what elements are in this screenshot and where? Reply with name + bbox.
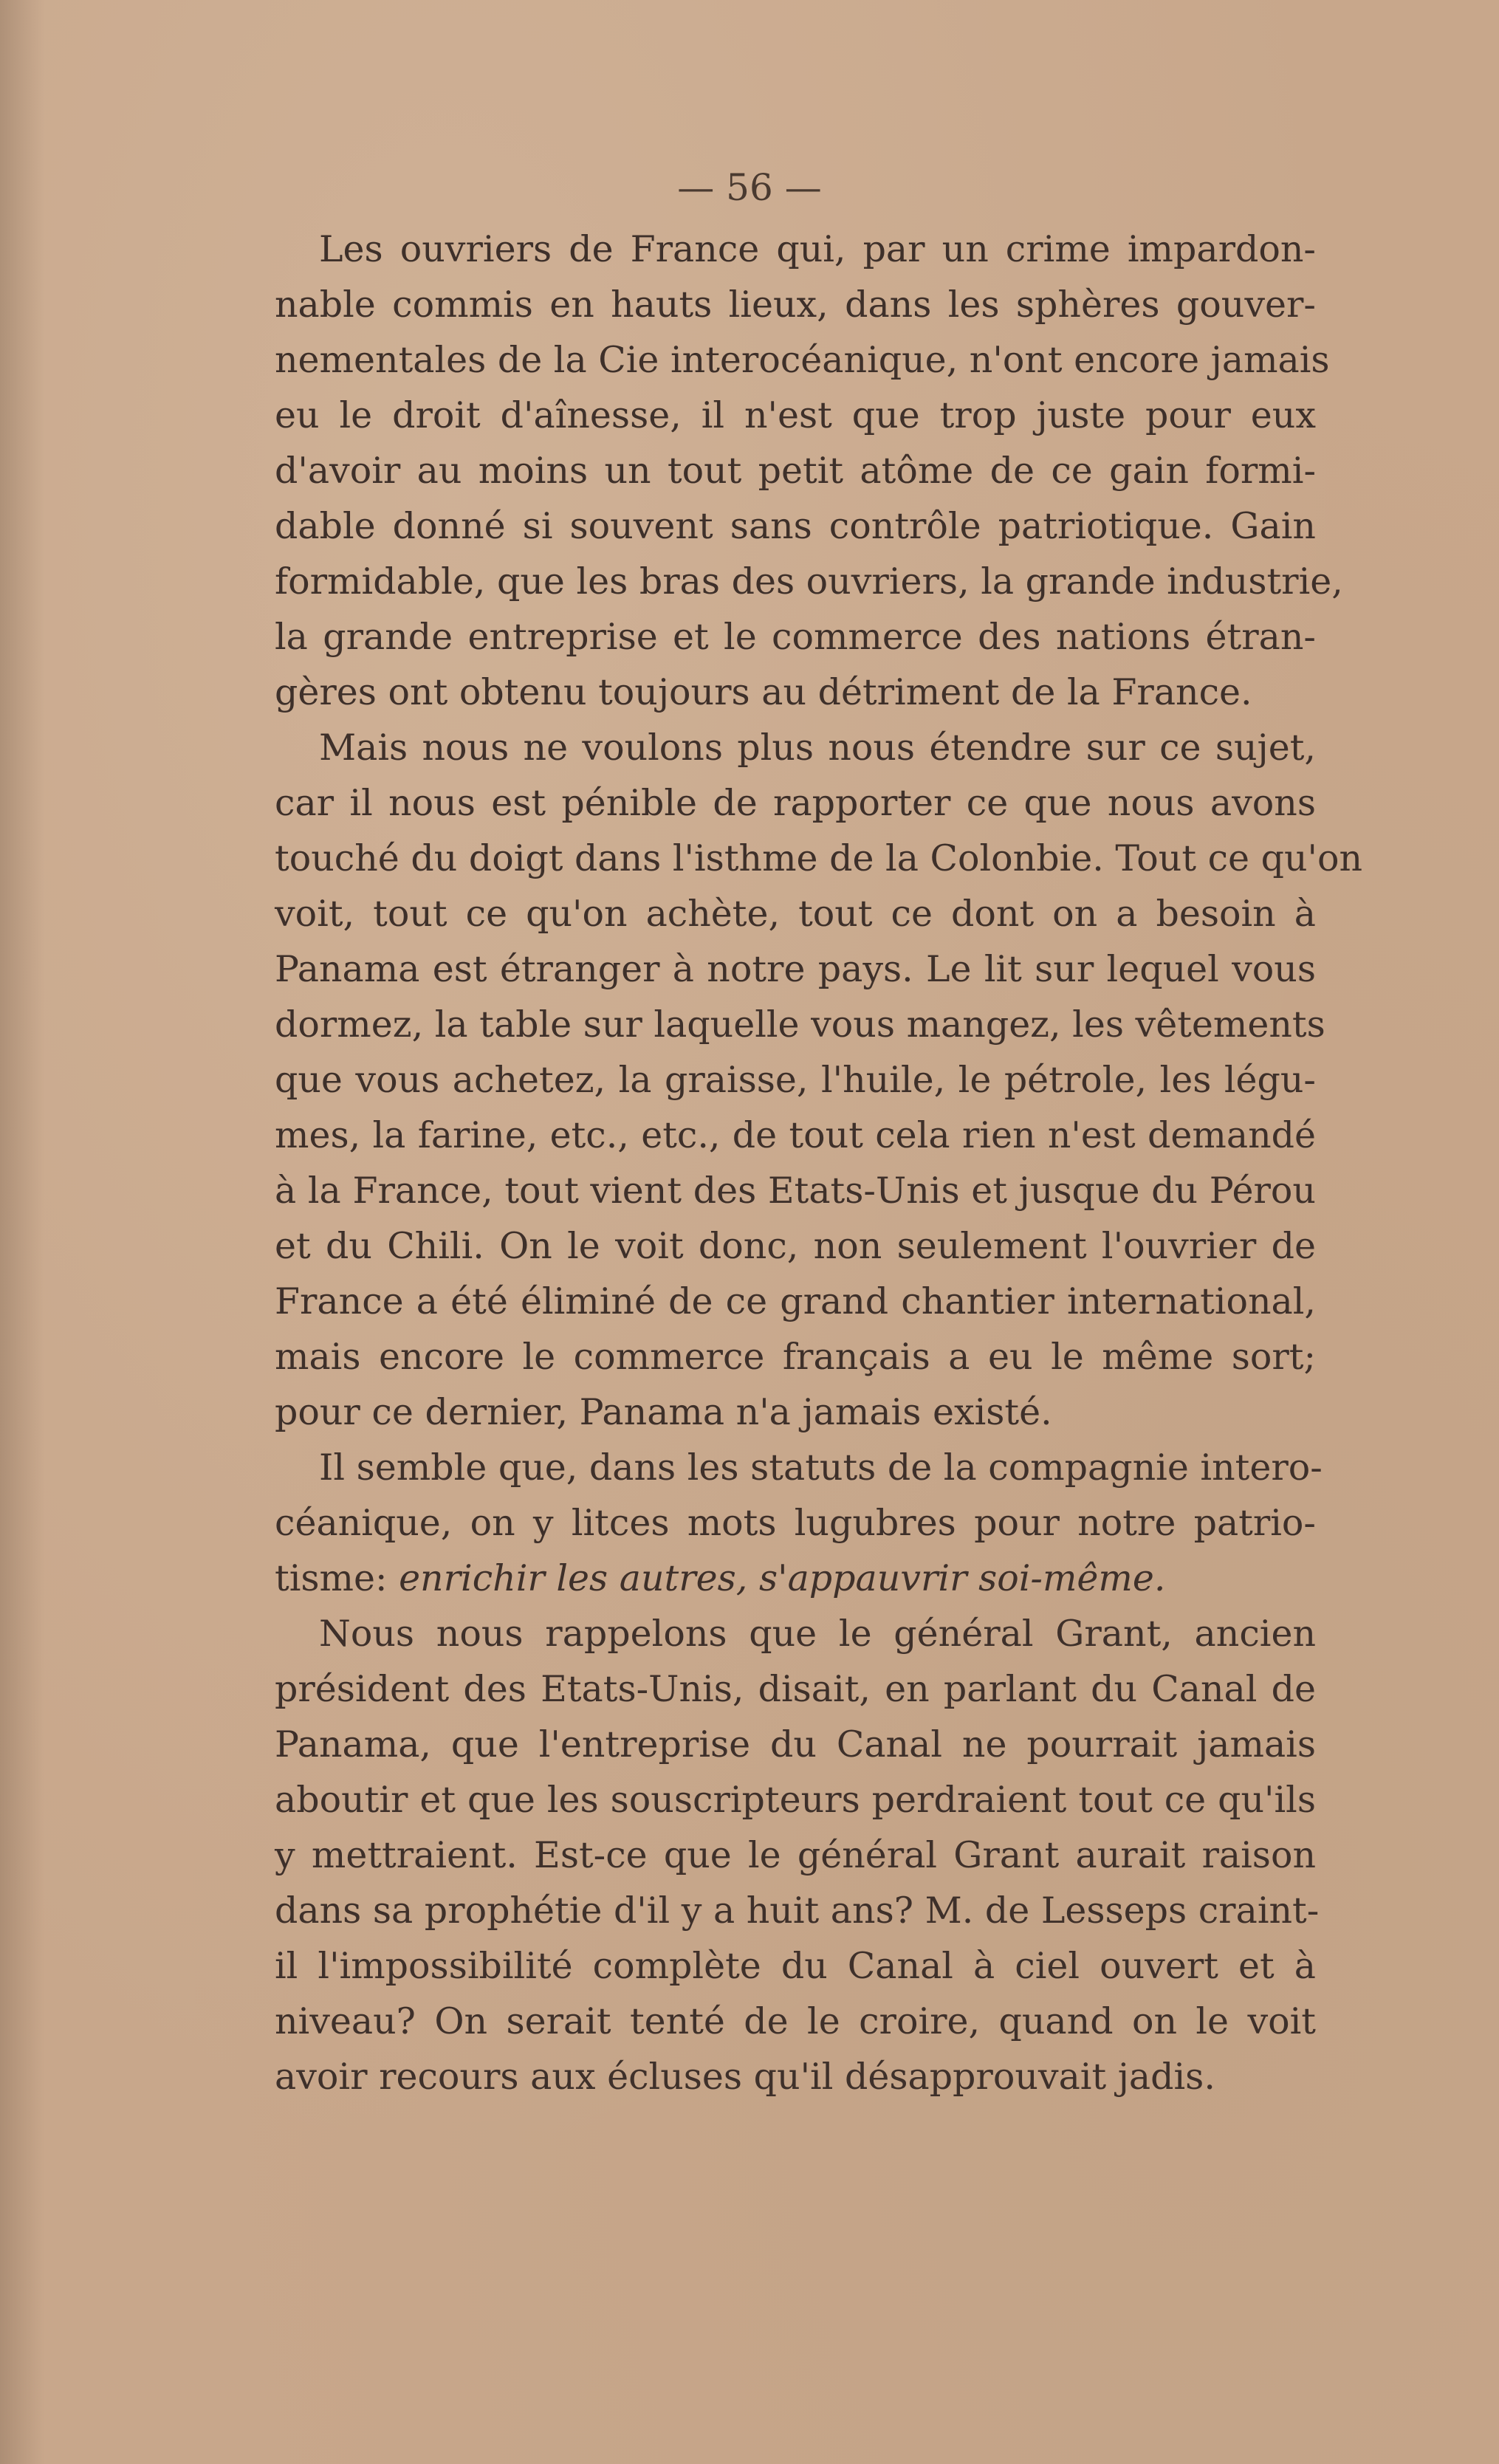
text-line: France a été éliminé de ce grand chantier international, [275,1280,1316,1322]
text-line: président des Etats-Unis, disait, en parlant du Canal de [275,1668,1316,1710]
text-line: Il semble que, dans les statuts de la compagnie intero- [319,1447,1323,1489]
text-line: que vous achetez, la graisse, l'huile, le pétrole, les légu- [275,1059,1316,1101]
text-line: d'avoir au moins un tout petit atôme de ce gain formi- [275,450,1316,492]
text-line: touché du doigt dans l'isthme de la Colonbie. Tout ce qu'on [275,837,1363,879]
text-line: dans sa prophétie d'il y a huit ans? M. de Lesseps craint- [275,1890,1320,1932]
text-line: avoir recours aux écluses qu'il désapprouvait jadis. [275,2056,1215,2098]
text-line: Nous nous rappelons que le général Grant, ancien [319,1613,1316,1655]
page-edge-shadow [0,0,44,2464]
text-line: mes, la farine, etc., etc., de tout cela rien n'est demandé [275,1114,1316,1156]
text-line: dable donné si souvent sans contrôle patriotique. Gain [275,505,1316,547]
text-line: formidable, que les bras des ouvriers, la grande industrie, [275,560,1343,603]
text-line: eu le droit d'aînesse, il n'est que trop juste pour eux [275,394,1316,436]
text-line: gères ont obtenu toujours au détriment de la France. [275,671,1252,713]
text-line: il l'impossibilité complète du Canal à ciel ouvert et à [275,1945,1316,1987]
text-line: et du Chili. On le voit donc, non seulement l'ouvrier de [275,1225,1316,1267]
text-line: Panama, que l'entreprise du Canal ne pourrait jamais [275,1723,1316,1765]
text-line: y mettraient. Est-ce que le général Grant aurait raison [275,1834,1316,1876]
text-line: niveau? On serait tenté de le croire, quand on le voit [275,2000,1316,2042]
text-line: pour ce dernier, Panama n'a jamais existé. [275,1391,1052,1433]
text-line: mais encore le commerce français a eu le même sort; [275,1336,1316,1378]
text-line: nementales de la Cie interocéanique, n'ont encore jamais [275,339,1330,381]
text-line: céanique, on y litces mots lugubres pour notre patrio- [275,1502,1316,1544]
text-line: dormez, la table sur laquelle vous mangez, les vêtements [275,1003,1325,1046]
text-line: Les ouvriers de France qui, par un crime impardon- [319,228,1316,270]
text-line: nable commis en hauts lieux, dans les sphères gouver- [275,284,1316,326]
text-line [275,1551,1316,1606]
text-line: à la France, tout vient des Etats-Unis et jusque du Pérou [275,1170,1316,1212]
text-line: Panama est étranger à notre pays. Le lit sur lequel vous [275,948,1316,990]
body-text [275,222,1363,2104]
text-line: la grande entreprise et le commerce des nations étran- [275,616,1316,658]
text-line: Mais nous ne voulons plus nous étendre sur ce sujet, [319,727,1316,769]
page-number: — 56 — [677,166,822,209]
text-line: car il nous est pénible de rapporter ce que nous avons [275,782,1316,824]
text-line: voit, tout ce qu'on achète, tout ce dont on a besoin à [275,893,1316,935]
italic-phrase: enrichir les autres, s'appauvrir soi-même. [399,1557,1166,1599]
text-line: aboutir et que les souscripteurs perdraient tout ce qu'ils [275,1779,1316,1821]
text-run: tisme: [275,1557,388,1599]
